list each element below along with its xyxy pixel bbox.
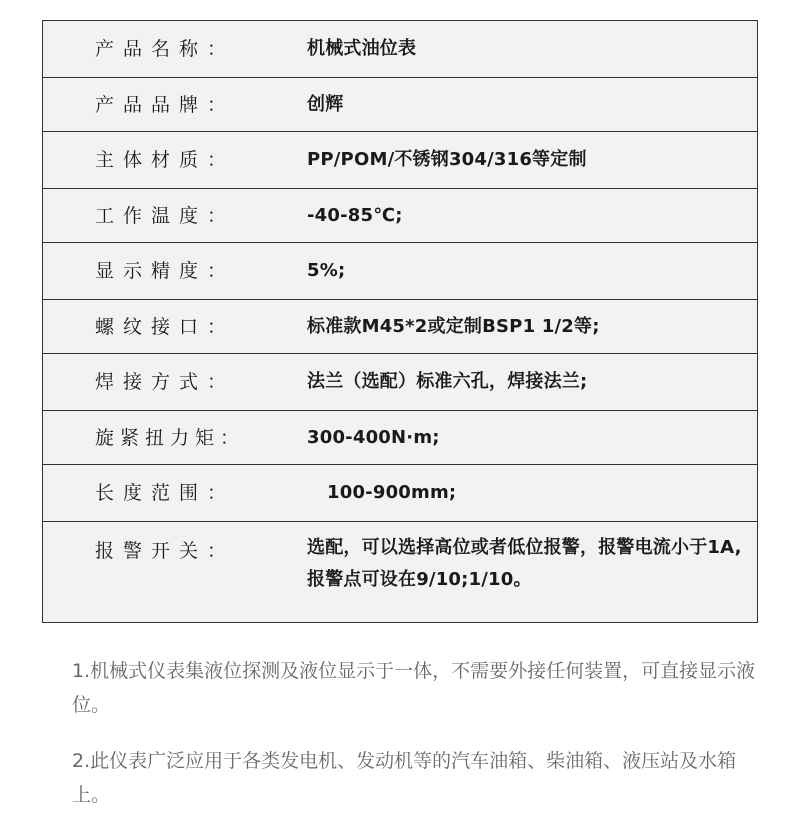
spec-label: 螺纹接口： — [43, 300, 308, 354]
spec-label: 产品品牌： — [43, 78, 308, 132]
spec-value: 创辉 — [307, 78, 758, 132]
spec-label: 产品名称： — [43, 21, 308, 78]
spec-row-thread — [43, 300, 758, 354]
spec-value: 机械式油位表 — [307, 21, 758, 78]
spec-label: 旋紧扭力矩： — [43, 411, 308, 465]
spec-row-product-name — [43, 21, 758, 78]
spec-label: 报警开关： — [43, 522, 308, 623]
spec-row-length — [43, 465, 758, 522]
spec-row-temperature — [43, 189, 758, 243]
spec-row-alarm — [43, 522, 758, 623]
spec-value: 100-900mm; — [307, 465, 758, 522]
spec-label: 焊接方式： — [43, 354, 308, 411]
spec-value: 5%; — [307, 243, 758, 300]
notes-section — [72, 654, 762, 834]
spec-row-brand — [43, 78, 758, 132]
spec-value: -40-85℃; — [307, 189, 758, 243]
spec-value: PP/POM/不锈钢304/316等定制 — [307, 132, 758, 189]
spec-value: 300-400N·m; — [307, 411, 758, 465]
spec-row-welding — [43, 354, 758, 411]
spec-label: 显示精度： — [43, 243, 308, 300]
spec-row-material — [43, 132, 758, 189]
note-paragraph: 1.机械式仪表集液位探测及液位显示于一体，不需要外接任何装置，可直接显示液位。 — [72, 660, 756, 716]
spec-label: 主体材质： — [43, 132, 308, 189]
spec-value: 标准款M45*2或定制BSP1 1/2等; — [307, 300, 758, 354]
spec-table — [42, 20, 758, 623]
spec-value: 法兰（选配）标准六孔，焊接法兰; — [307, 354, 758, 411]
spec-row-accuracy — [43, 243, 758, 300]
spec-label: 工作温度： — [43, 189, 308, 243]
spec-label: 长度范围： — [43, 465, 308, 522]
spec-value: 选配，可以选择高位或者低位报警，报警电流小于1A, 报警点可设在9/10;1/10。 — [307, 522, 758, 623]
note-paragraph: 2.此仪表广泛应用于各类发电机、发动机等的汽车油箱、柴油箱、液压站及水箱上。 — [72, 750, 737, 806]
spec-row-torque — [43, 411, 758, 465]
